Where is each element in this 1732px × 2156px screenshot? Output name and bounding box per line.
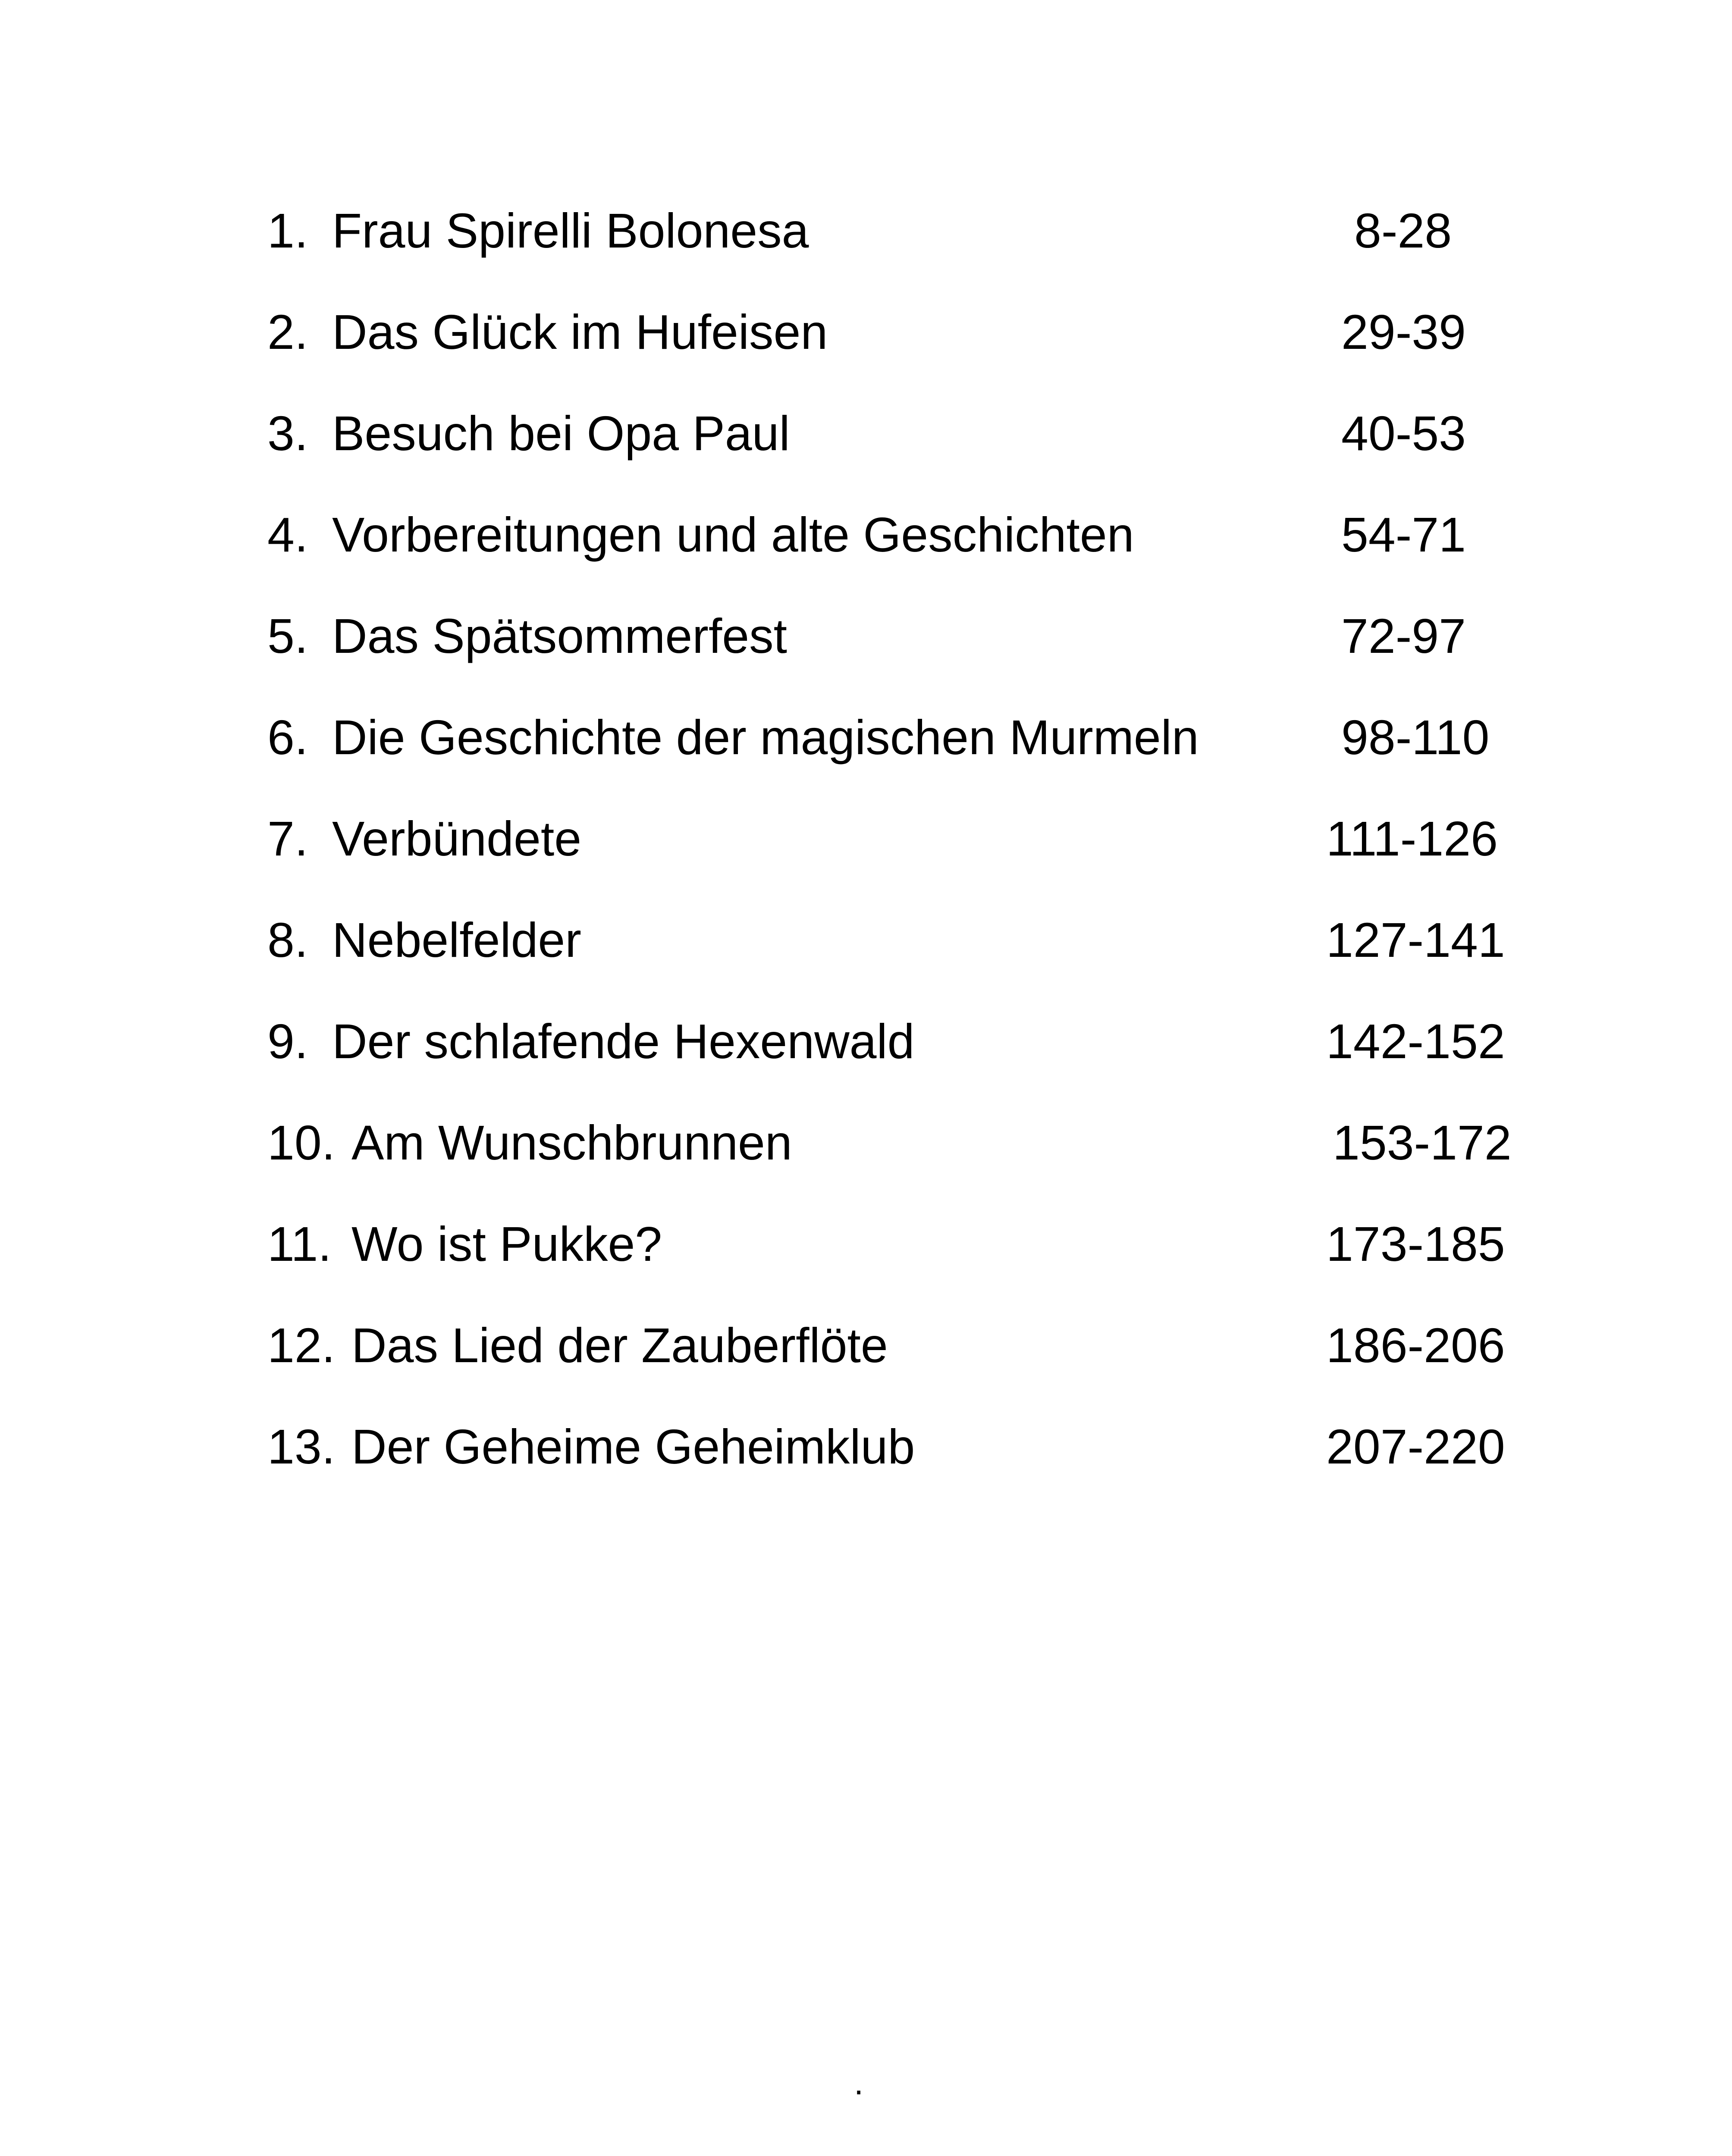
chapter-pages: 72-97 [1341, 609, 1466, 663]
chapter-pages: 98-110 [1341, 710, 1490, 765]
chapter-number: 3. [267, 406, 308, 461]
chapter-number: 1. [267, 204, 308, 258]
chapter-number: 13. [267, 1420, 336, 1474]
toc-entry [0, 1201, 1732, 1287]
footer-mark: . [854, 2063, 864, 2102]
toc-entry [0, 289, 1732, 375]
toc-entry [0, 390, 1732, 476]
toc-entry [0, 1404, 1732, 1490]
chapter-number: 9. [267, 1014, 308, 1069]
chapter-pages: 40-53 [1341, 406, 1466, 461]
chapter-pages: 111-126 [1326, 812, 1498, 866]
chapter-title: Vorbereitungen und alte Geschichten [332, 508, 1134, 562]
toc-entry [0, 492, 1732, 578]
toc-entry [0, 694, 1732, 780]
chapter-pages: 173-185 [1326, 1217, 1505, 1271]
chapter-pages: 54-71 [1341, 508, 1466, 562]
chapter-title: Das Glück im Hufeisen [332, 305, 828, 359]
chapter-title: Das Lied der Zauberflöte [351, 1318, 888, 1373]
chapter-title: Besuch bei Opa Paul [332, 406, 790, 461]
chapter-title: Die Geschichte der magischen Murmeln [332, 710, 1199, 765]
toc-entry [0, 593, 1732, 679]
chapter-number: 8. [267, 913, 308, 967]
chapter-title: Wo ist Pukke? [351, 1217, 662, 1271]
chapter-number: 11. [267, 1217, 332, 1271]
chapter-pages: 207-220 [1326, 1420, 1505, 1474]
toc-entry [0, 796, 1732, 882]
chapter-number: 6. [267, 710, 308, 765]
chapter-pages: 142-152 [1326, 1014, 1505, 1069]
chapter-title: Der Geheime Geheimklub [351, 1420, 915, 1474]
chapter-number: 4. [267, 508, 308, 562]
chapter-pages: 186-206 [1326, 1318, 1505, 1373]
chapter-title: Verbündete [332, 812, 582, 866]
chapter-title: Frau Spirelli Bolonesa [332, 204, 809, 258]
chapter-number: 12. [267, 1318, 336, 1373]
chapter-pages: 153-172 [1333, 1116, 1512, 1170]
chapter-title: Nebelfelder [332, 913, 581, 967]
chapter-pages: 8-28 [1354, 204, 1452, 258]
chapter-number: 7. [267, 812, 308, 866]
toc-entry [0, 998, 1732, 1084]
chapter-title: Der schlafende Hexenwald [332, 1014, 915, 1069]
chapter-number: 5. [267, 609, 308, 663]
chapter-number: 2. [267, 305, 308, 359]
toc-entry [0, 188, 1732, 274]
chapter-title: Das Spätsommerfest [332, 609, 788, 663]
chapter-pages: 127-141 [1326, 913, 1505, 967]
toc-entry [0, 1302, 1732, 1388]
toc-entry [0, 897, 1732, 983]
chapter-title: Am Wunschbrunnen [351, 1116, 792, 1170]
chapter-pages: 29-39 [1341, 305, 1466, 359]
toc-entry [0, 1100, 1732, 1186]
chapter-number: 10. [267, 1116, 336, 1170]
